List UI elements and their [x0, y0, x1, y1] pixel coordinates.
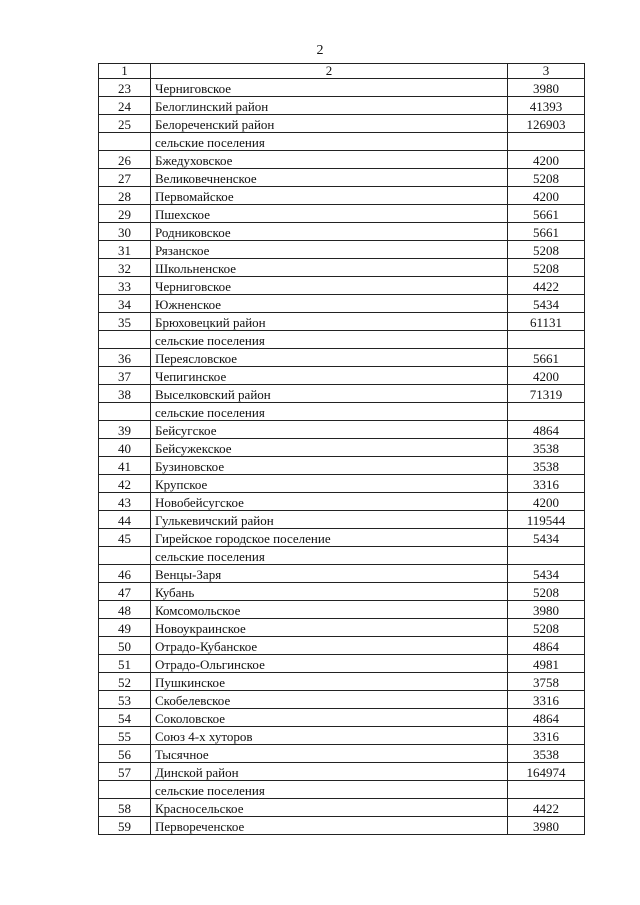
row-number-cell	[99, 781, 151, 799]
municipality-name-cell: Новобейсугское	[151, 493, 508, 511]
table-row	[99, 457, 585, 475]
table-row	[99, 367, 585, 385]
table-row	[99, 511, 585, 529]
amount-cell: 61131	[508, 313, 585, 331]
amount-cell	[508, 547, 585, 565]
column-header-name: 2	[151, 64, 508, 79]
municipality-name-cell: Бейсужекское	[151, 439, 508, 457]
amount-cell: 3316	[508, 475, 585, 493]
data-table	[98, 63, 585, 835]
row-number-cell: 31	[99, 241, 151, 259]
row-number-cell: 56	[99, 745, 151, 763]
row-number-cell: 28	[99, 187, 151, 205]
municipality-name-cell: Скобелевское	[151, 691, 508, 709]
row-number-cell: 38	[99, 385, 151, 403]
municipality-name-cell: Рязанское	[151, 241, 508, 259]
table-row	[99, 691, 585, 709]
row-number-cell: 53	[99, 691, 151, 709]
table-row	[99, 295, 585, 313]
amount-cell: 5208	[508, 259, 585, 277]
amount-cell: 4200	[508, 367, 585, 385]
table-row	[99, 673, 585, 691]
municipality-name-cell: Великовечненское	[151, 169, 508, 187]
table-row	[99, 529, 585, 547]
amount-cell: 71319	[508, 385, 585, 403]
table-row	[99, 277, 585, 295]
table-row	[99, 547, 585, 565]
amount-cell: 4200	[508, 493, 585, 511]
municipality-name-cell: Союз 4-х хуторов	[151, 727, 508, 745]
row-number-cell: 27	[99, 169, 151, 187]
amount-cell: 4864	[508, 637, 585, 655]
municipality-name-cell: Соколовское	[151, 709, 508, 727]
municipality-name-cell: Бузиновское	[151, 457, 508, 475]
amount-cell	[508, 133, 585, 151]
municipality-name-cell: Бейсугское	[151, 421, 508, 439]
table-row	[99, 601, 585, 619]
municipality-name-cell: Тысячное	[151, 745, 508, 763]
table-row	[99, 439, 585, 457]
row-number-cell: 35	[99, 313, 151, 331]
amount-cell: 5208	[508, 169, 585, 187]
amount-cell: 3980	[508, 79, 585, 97]
table-row	[99, 781, 585, 799]
row-number-cell: 37	[99, 367, 151, 385]
table-row	[99, 583, 585, 601]
row-number-cell: 54	[99, 709, 151, 727]
table-row	[99, 421, 585, 439]
amount-cell: 4864	[508, 421, 585, 439]
row-number-cell: 46	[99, 565, 151, 583]
municipality-name-cell: сельские поселения	[151, 547, 508, 565]
table-row	[99, 763, 585, 781]
table-row	[99, 817, 585, 835]
table-row	[99, 241, 585, 259]
municipality-name-cell: Брюховецкий район	[151, 313, 508, 331]
table-row	[99, 637, 585, 655]
municipality-name-cell: Венцы-Заря	[151, 565, 508, 583]
table-row	[99, 727, 585, 745]
row-number-cell: 45	[99, 529, 151, 547]
municipality-name-cell: Черниговское	[151, 79, 508, 97]
municipality-name-cell: Белореченский район	[151, 115, 508, 133]
municipality-name-cell: Переясловское	[151, 349, 508, 367]
row-number-cell: 49	[99, 619, 151, 637]
amount-cell: 5208	[508, 583, 585, 601]
amount-cell: 3980	[508, 817, 585, 835]
table-row	[99, 385, 585, 403]
amount-cell: 164974	[508, 763, 585, 781]
municipality-name-cell: Выселковский район	[151, 385, 508, 403]
amount-cell: 126903	[508, 115, 585, 133]
amount-cell: 4200	[508, 151, 585, 169]
row-number-cell	[99, 331, 151, 349]
table-row	[99, 223, 585, 241]
amount-cell	[508, 331, 585, 349]
amount-cell: 3538	[508, 457, 585, 475]
table-row	[99, 565, 585, 583]
row-number-cell: 34	[99, 295, 151, 313]
amount-cell: 3758	[508, 673, 585, 691]
row-number-cell: 23	[99, 79, 151, 97]
municipality-name-cell: Комсомольское	[151, 601, 508, 619]
table-row	[99, 97, 585, 115]
row-number-cell	[99, 133, 151, 151]
row-number-cell: 41	[99, 457, 151, 475]
municipality-name-cell: Первомайское	[151, 187, 508, 205]
municipality-name-cell: Крупское	[151, 475, 508, 493]
row-number-cell: 42	[99, 475, 151, 493]
amount-cell: 3538	[508, 745, 585, 763]
municipality-name-cell: сельские поселения	[151, 331, 508, 349]
amount-cell: 4981	[508, 655, 585, 673]
municipality-name-cell: Бжедуховское	[151, 151, 508, 169]
row-number-cell: 24	[99, 97, 151, 115]
row-number-cell: 30	[99, 223, 151, 241]
amount-cell: 4864	[508, 709, 585, 727]
amount-cell: 41393	[508, 97, 585, 115]
table-body	[99, 64, 585, 835]
row-number-cell: 55	[99, 727, 151, 745]
table-row	[99, 133, 585, 151]
table-row	[99, 403, 585, 421]
table-row	[99, 259, 585, 277]
amount-cell: 3316	[508, 727, 585, 745]
amount-cell: 5434	[508, 295, 585, 313]
table-row	[99, 619, 585, 637]
page-number: 2	[316, 43, 324, 58]
row-number-cell: 43	[99, 493, 151, 511]
municipality-name-cell: Черниговское	[151, 277, 508, 295]
row-number-cell: 59	[99, 817, 151, 835]
column-header-number: 1	[99, 64, 151, 79]
municipality-name-cell: Отрадо-Кубанское	[151, 637, 508, 655]
table-row	[99, 709, 585, 727]
amount-cell: 5661	[508, 223, 585, 241]
row-number-cell: 52	[99, 673, 151, 691]
row-number-cell: 40	[99, 439, 151, 457]
municipality-name-cell: Отрадо-Ольгинское	[151, 655, 508, 673]
table-row	[99, 745, 585, 763]
municipality-name-cell: Красносельское	[151, 799, 508, 817]
row-number-cell: 33	[99, 277, 151, 295]
row-number-cell	[99, 547, 151, 565]
municipality-name-cell: Чепигинское	[151, 367, 508, 385]
table-row	[99, 205, 585, 223]
table-row	[99, 79, 585, 97]
row-number-cell: 47	[99, 583, 151, 601]
row-number-cell: 51	[99, 655, 151, 673]
table-row	[99, 331, 585, 349]
column-header-value: 3	[508, 64, 585, 79]
table-row	[99, 187, 585, 205]
amount-cell: 119544	[508, 511, 585, 529]
table-row	[99, 151, 585, 169]
row-number-cell: 36	[99, 349, 151, 367]
amount-cell: 4200	[508, 187, 585, 205]
table-row	[99, 655, 585, 673]
municipality-name-cell: Пшехское	[151, 205, 508, 223]
amount-cell: 3980	[508, 601, 585, 619]
municipality-name-cell: Школьненское	[151, 259, 508, 277]
row-number-cell: 26	[99, 151, 151, 169]
amount-cell: 5661	[508, 349, 585, 367]
row-number-cell: 50	[99, 637, 151, 655]
row-number-cell: 44	[99, 511, 151, 529]
municipality-name-cell: Динской район	[151, 763, 508, 781]
row-number-cell: 39	[99, 421, 151, 439]
amount-cell: 4422	[508, 277, 585, 295]
table-row	[99, 493, 585, 511]
amount-cell: 4422	[508, 799, 585, 817]
municipality-name-cell: Гулькевичский район	[151, 511, 508, 529]
amount-cell: 3316	[508, 691, 585, 709]
row-number-cell	[99, 403, 151, 421]
amount-cell: 5208	[508, 241, 585, 259]
table-row	[99, 349, 585, 367]
row-number-cell: 48	[99, 601, 151, 619]
amount-cell: 3538	[508, 439, 585, 457]
amount-cell	[508, 403, 585, 421]
amount-cell: 5208	[508, 619, 585, 637]
municipality-name-cell: Белоглинский район	[151, 97, 508, 115]
row-number-cell: 58	[99, 799, 151, 817]
table-row	[99, 169, 585, 187]
municipality-name-cell: Гирейское городское поселение	[151, 529, 508, 547]
table-row	[99, 115, 585, 133]
municipality-name-cell: Южненское	[151, 295, 508, 313]
row-number-cell: 32	[99, 259, 151, 277]
table-row	[99, 475, 585, 493]
municipality-name-cell: Новоукраинское	[151, 619, 508, 637]
amount-cell: 5661	[508, 205, 585, 223]
table-row	[99, 799, 585, 817]
municipality-name-cell: сельские поселения	[151, 403, 508, 421]
municipality-name-cell: Первореченское	[151, 817, 508, 835]
municipality-name-cell: сельские поселения	[151, 133, 508, 151]
municipality-name-cell: Родниковское	[151, 223, 508, 241]
amount-cell: 5434	[508, 529, 585, 547]
row-number-cell: 29	[99, 205, 151, 223]
municipality-name-cell: Кубань	[151, 583, 508, 601]
row-number-cell: 57	[99, 763, 151, 781]
municipality-name-cell: Пушкинское	[151, 673, 508, 691]
municipality-name-cell: сельские поселения	[151, 781, 508, 799]
row-number-cell: 25	[99, 115, 151, 133]
table-row	[99, 313, 585, 331]
amount-cell: 5434	[508, 565, 585, 583]
table-header-row	[99, 64, 585, 79]
amount-cell	[508, 781, 585, 799]
